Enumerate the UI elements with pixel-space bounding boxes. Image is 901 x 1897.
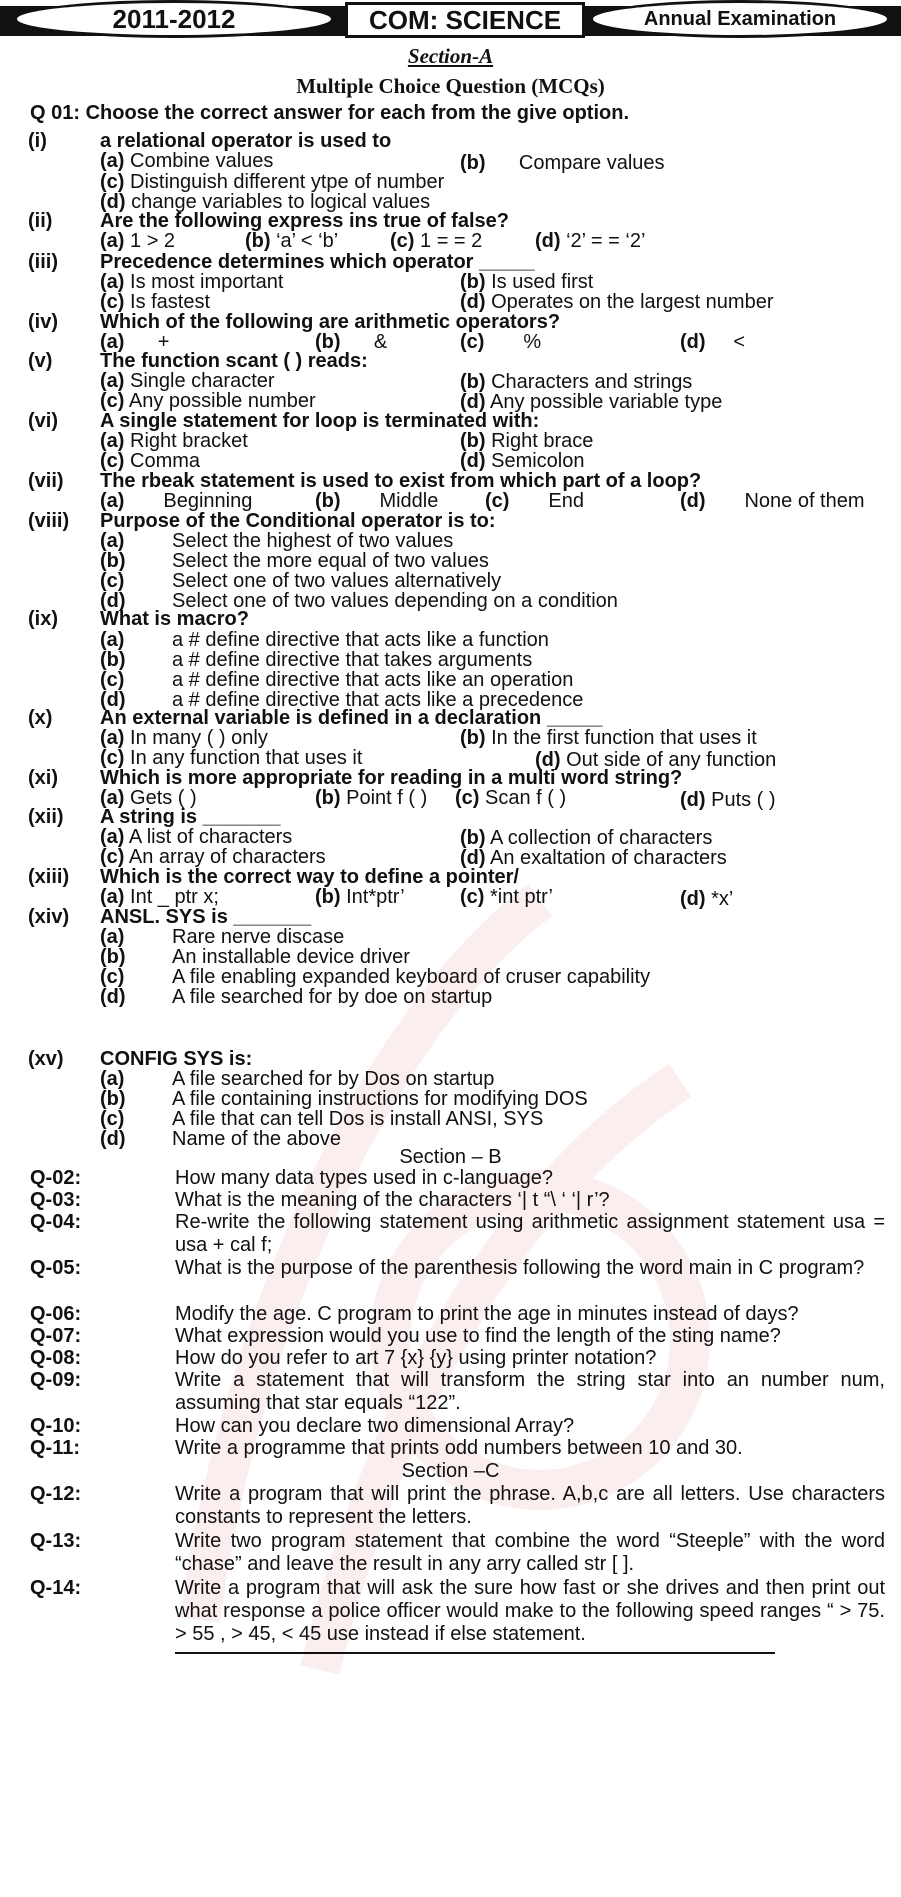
option: (b) Int*ptr’: [315, 886, 405, 908]
question-stem: The rbeak statement is used to exist from which part of a loop?: [100, 470, 702, 492]
question-number: (v): [28, 350, 53, 372]
exam-badge: Annual Examination: [590, 0, 890, 38]
option: (d) <: [680, 331, 746, 353]
option: (b) Right brace: [460, 430, 594, 452]
option: (d) change variables to logical values: [100, 191, 431, 213]
option-list: (a) a # define directive that acts like a function (b) a # define directive that takes arguments (c) a # define directive that acts like an operation (d) a # define directive that acts like a precedence: [100, 629, 584, 711]
option: (a) A list of characters: [100, 826, 293, 848]
question-number: (x): [28, 707, 53, 729]
option: (d) Any possible variable type: [460, 391, 723, 413]
section-a-title: Section-A: [407, 44, 494, 68]
option: (d) None of them: [680, 490, 865, 512]
question-number: (xv): [28, 1048, 64, 1070]
question-stem: What is macro?: [100, 608, 249, 630]
option-list: (a) A file searched for by Dos on startup (b) A file containing instructions for modifying DOS (c) A file that can tell Dos is install ANSI, SYS (d) Name of the above: [100, 1068, 588, 1150]
option: (b) &: [315, 331, 388, 353]
option: (c) *int ptr’: [460, 886, 554, 908]
option: (d) Out side of any function: [535, 749, 777, 771]
option: (a) 1 > 2: [100, 230, 176, 252]
question-stem: CONFIG SYS is:: [100, 1048, 253, 1070]
subject-title: COM: SCIENCE: [345, 2, 585, 38]
question-number: (xi): [28, 767, 58, 789]
question-number: (ix): [28, 608, 58, 630]
question-stem: Which of the following are arithmetic operators?: [100, 311, 561, 333]
question-stem: A single statement for loop is terminated with:: [100, 410, 540, 432]
option: (c) %: [460, 331, 542, 353]
question-stem: Purpose of the Conditional operator is to:: [100, 510, 496, 532]
option: (d) *x’: [680, 888, 734, 910]
footer-rule: [175, 1652, 775, 1654]
question-stem: ANSL. SYS is _______: [100, 906, 312, 928]
option: (c) Is fastest: [100, 291, 211, 313]
option-list: (a) Select the highest of two values (b) Select the more equal of two values (c) Select one of two values alternatively (d) Select one of two values depending on a condition: [100, 530, 618, 612]
option: (d) Puts ( ): [680, 789, 776, 811]
option: (a) In many ( ) only: [100, 727, 268, 749]
exam-header: [0, 0, 901, 40]
option: (b) Characters and strings: [460, 371, 693, 393]
question-stem: A string is _______: [100, 806, 281, 828]
question-number: (viii): [28, 510, 70, 532]
option: (b) Point f ( ): [315, 787, 428, 809]
option: (c) Distinguish different ytpe of number: [100, 171, 445, 193]
option: (c) An array of characters: [100, 846, 326, 868]
question-stem: Are the following express ins true of false?: [100, 210, 509, 232]
option: (a) +: [100, 331, 170, 353]
question-number: (vi): [28, 410, 58, 432]
option: (c) In any function that uses it: [100, 747, 363, 769]
question-stem: An external variable is defined in a declaration _____: [100, 707, 603, 729]
option: (a) Beginning: [100, 490, 253, 512]
question-stem: Which is more appropriate for reading in a multi word string?: [100, 767, 683, 789]
option: (b) Is used first: [460, 271, 594, 293]
option: (b) Middle: [315, 490, 439, 512]
option: (c) Any possible number: [100, 390, 316, 412]
option: (d) An exaltation of characters: [460, 847, 727, 869]
option: (a) Right bracket: [100, 430, 248, 452]
question-stem: Which is the correct way to define a pointer/: [100, 866, 519, 888]
mcq-heading: Multiple Choice Question (MCQs): [296, 74, 605, 98]
question-number: (iv): [28, 311, 58, 333]
option: (b) Compare values: [460, 152, 665, 174]
question-number: (i): [28, 130, 47, 152]
question-number: (ii): [28, 210, 53, 232]
section-b-title: Section – B: [399, 1146, 502, 1168]
option: (a) Int _ ptr x;: [100, 886, 219, 908]
option: (a) Is most important: [100, 271, 284, 293]
option: (d) ‘2’ = = ‘2’: [535, 230, 646, 252]
option: (c) Scan f ( ): [455, 787, 567, 809]
option: (d) Semicolon: [460, 450, 585, 472]
question-stem: Precedence determines which operator _____: [100, 251, 535, 273]
option: (a) Gets ( ): [100, 787, 197, 809]
option: (b) In the first function that uses it: [460, 727, 757, 749]
option: (b) ‘a’ < ‘b’: [245, 230, 339, 252]
option: (c) 1 = = 2: [390, 230, 483, 252]
question-number: (xiv): [28, 906, 70, 928]
option: (c) Comma: [100, 450, 201, 472]
question-stem: The function scant ( ) reads:: [100, 350, 368, 372]
q01-instruction: Q 01: Choose the correct answer for each from the give option.: [30, 102, 630, 124]
option: (a) Single character: [100, 370, 275, 392]
question-number: (vii): [28, 470, 64, 492]
question-number: (xiii): [28, 866, 70, 888]
section-c-title: Section –C: [401, 1460, 500, 1482]
year-badge: 2011-2012: [14, 0, 334, 38]
question-number: (xii): [28, 806, 64, 828]
option-list: (a) Rare nerve discase (b) An installable device driver (c) A file enabling expanded keyboard of cruser capability (d) A file searched for by doe on startup: [100, 926, 651, 1008]
option: (a) Combine values: [100, 150, 274, 172]
option: (d) Operates on the largest number: [460, 291, 774, 313]
option: (b) A collection of characters: [460, 827, 713, 849]
question-stem: a relational operator is used to: [100, 130, 392, 152]
question-number: (iii): [28, 251, 58, 273]
option: (c) End: [485, 490, 584, 512]
